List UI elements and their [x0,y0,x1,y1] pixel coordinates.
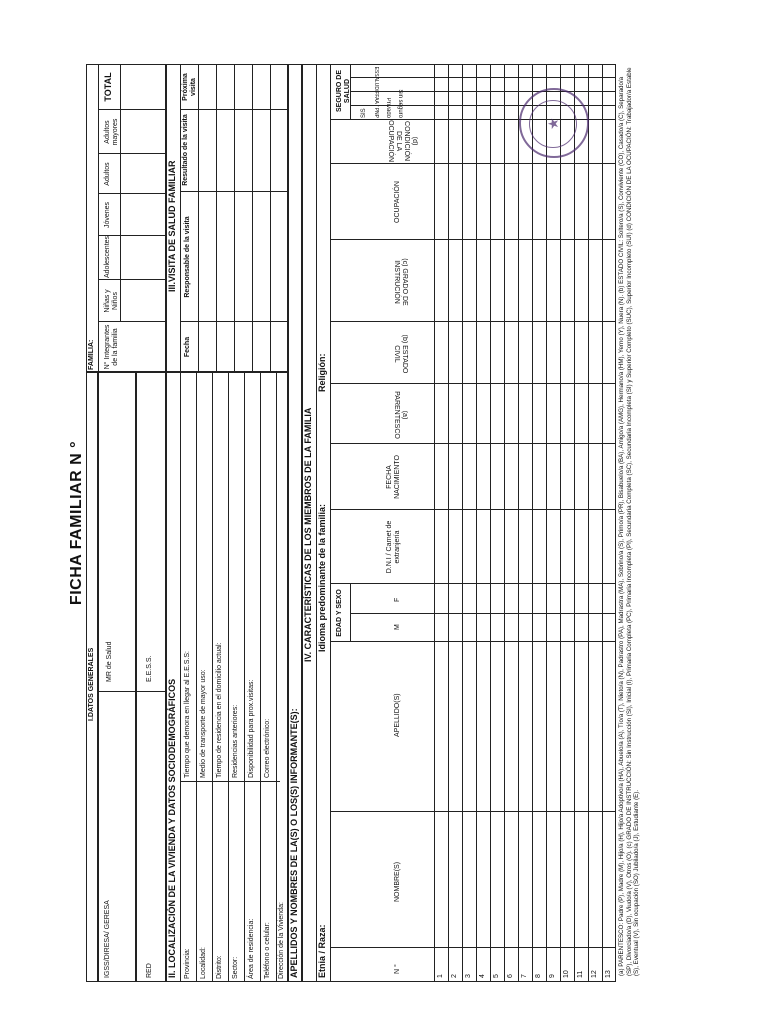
eess-label: E.E.S.S. [146,655,153,682]
visita-responsable: Responsable de la visita [184,216,191,298]
table-row-number: 7 [521,974,528,978]
red-label: RED [146,963,153,978]
table-row-number: 4 [479,974,486,978]
seguro-sin [396,89,404,118]
table-row-number: 11 [577,970,584,978]
group-jovenes: Jóvenes [104,201,111,229]
condicion-text: (d) CONDICIÓN DE LA OCUPACIÓN [387,120,418,162]
visita-resultado: Resultado de la visita [182,114,189,186]
col-f: F [394,597,401,602]
table-row-line [588,64,589,982]
group-adultos-mayores: Adultos mayores [104,118,119,146]
table-row-line [448,64,449,982]
col-parentesco [392,388,408,442]
table-row-line [476,64,477,982]
col-estado-civil [392,326,408,382]
miembros-heading: IV. CARACTERÍSTICAS DE LOS MIEMBROS DE LA FAMILIA [303,407,313,662]
seguro-essalud [372,67,380,118]
loc-provincia: Provincia: [184,948,191,979]
group-adolescentes: Adolescentes [104,235,111,278]
table-row-line [518,64,519,982]
col-condicion [386,122,418,162]
datos-generales-heading: I.DATOS GENERALES [88,647,95,721]
table-row-line [560,64,561,982]
form-title: FICHA FAMILIAR N ° [68,440,85,606]
table-row-number: 9 [549,974,556,978]
sin-seguro-text: Sin seguro [397,89,403,118]
loc-tiempo-residencia: Tiempo de residencia en el domicilio actual: [216,642,223,778]
col-apellidos: APELLIDO(S) [394,693,401,737]
seguro-sis: SIS [361,108,367,118]
religion-label: Religión: [317,353,327,392]
visita-proxima: Próxima visita [182,73,197,101]
table-row-line [602,64,603,982]
visita-heading: III.VISITA DE SALUD FAMILIAR [167,160,177,292]
loc-area: Área de residencia: [248,918,255,979]
document-sheet [64,64,644,982]
group-total: TOTAL [103,72,113,102]
col-seguro: SEGURO DE SALUD [336,70,351,113]
idioma-label: Idioma predominante de la familia: [317,503,327,652]
form-rotated [64,64,644,982]
estado-civil-text: (b) ESTADO CIVIL [393,334,408,374]
table-row-number: 6 [507,974,514,978]
etnia-label: Etnia / Raza: [317,924,327,978]
table-row-number: 13 [605,970,612,978]
essalud-text: ESSALUD/FFAA / PNP [373,66,379,118]
miembros-section [302,64,616,982]
loc-sector: Sector: [232,956,239,979]
table-row-number: 10 [563,970,570,978]
col-dni: D.N.I / Carnet de extranjería [386,520,401,574]
loc-transporte: Medio de transporte de mayor uso: [200,669,207,778]
loc-telefono: Teléfono o celular: [264,922,271,979]
ministry-seal [519,88,589,158]
loc-localidad: Localidad: [200,947,207,979]
table-row-line [462,64,463,982]
col-n: N ° [394,964,401,974]
grado-text: (c) GRADO DE INSTRUCIÓN [393,258,408,306]
loc-tiempo-eess: Tiempo que demora en llegar al E.E.S.S: [184,651,191,778]
seal-star-icon: ★ [545,117,561,130]
col-edad-sexo: EDAD Y SEXO [336,589,343,637]
informantes-heading: APELLIDOS Y NOMBRES DE LA(S) O LOS(S) INFORMANTE(S): [289,708,299,978]
localizacion-heading: II. LOCALIZACIÓN DE LA VIVIENDA Y DATOS SOCIODEMOGRÁFICOS [167,678,177,978]
loc-residencias: Residencias anteriores: [232,704,239,778]
col-grado [392,244,408,320]
parentesco-text: (a) PARENTESCO [393,391,408,439]
table-row-line [574,64,575,982]
mr-label: MR de Salud [106,641,113,682]
table-row-number: 3 [465,974,472,978]
table-row-line [434,64,435,982]
group-adultos: Adultos [104,162,111,186]
col-nombres: NOMBRE(S) [394,861,401,902]
privado-text: Privado [385,97,391,118]
loc-distrito: Distrito: [216,955,223,979]
datos-generales-header [86,372,98,982]
integrantes-label: N° Integrantes de la familia [104,324,119,370]
table-row-line [546,64,547,982]
table-row-line [532,64,533,982]
visita-fecha: Fecha [184,336,191,358]
table-row-line [490,64,491,982]
table-row-number: 2 [451,974,458,978]
igss-label: IGSS/DIRESA/ GERESA [104,900,111,978]
footnote: (a) PARENTESCO: Padre (P), Madre (M), Hijo/a (H), Hijo/a Adoptivo/a (HA), Abuelo/a (A), Tío/a (T), Nieto/a (N), Padrastro (PA), Madrastra (MA), Sobrino/a (S), Primo/a (PR), Bisabuelo/a (BA), Amigo/a (AMG), Hermano/a (HM), Yerno (Y), Nuera (N). (b) ESTADO CIVIL: Soltero/a (S), Conviviente (CO), Casado/a (C), Separado/a (SP), Divorciado/a (D), Viudo/a (V), Otros (O). (c) GRADO DE INSTRUCCIÓN: Sin Instrucción (SI), Inicial (I), Primaria Completa (PC), Primaria Incompleta (PI), Secundaria Completa (SC), Secundaria Incompleta (SI) y Superior Completo (SUC), Superior Incompleto (SUI) (d) CONDICIÓN DE LA OCUPACIÓN: Trabajador/a Estable (S), Eventual (V), Sin ocupación (SO) Jubilado/a (J), Estudiante (E). [618,67,640,976]
table-row-line [504,64,505,982]
table-row-number: 12 [591,970,598,978]
table-row-number: 8 [535,974,542,978]
table-row-number: 5 [493,974,500,978]
col-m: M [394,624,401,630]
col-fecha-nac: FECHA NACIMIENTO [386,455,401,499]
group-ninos: Niñas y Niños [104,289,119,313]
loc-disponibilidad: Disponibilidad para prox.visitas: [248,679,255,778]
loc-direccion: Dirección de la Vivienda: [278,902,285,979]
col-ocupacion: OCUPACIÓN [394,181,401,223]
familia-label: FAMILIA: [88,339,95,370]
seguro-privado [384,98,392,118]
table-row-number: 1 [437,974,444,978]
loc-correo: Correo electrónico: [264,718,271,778]
